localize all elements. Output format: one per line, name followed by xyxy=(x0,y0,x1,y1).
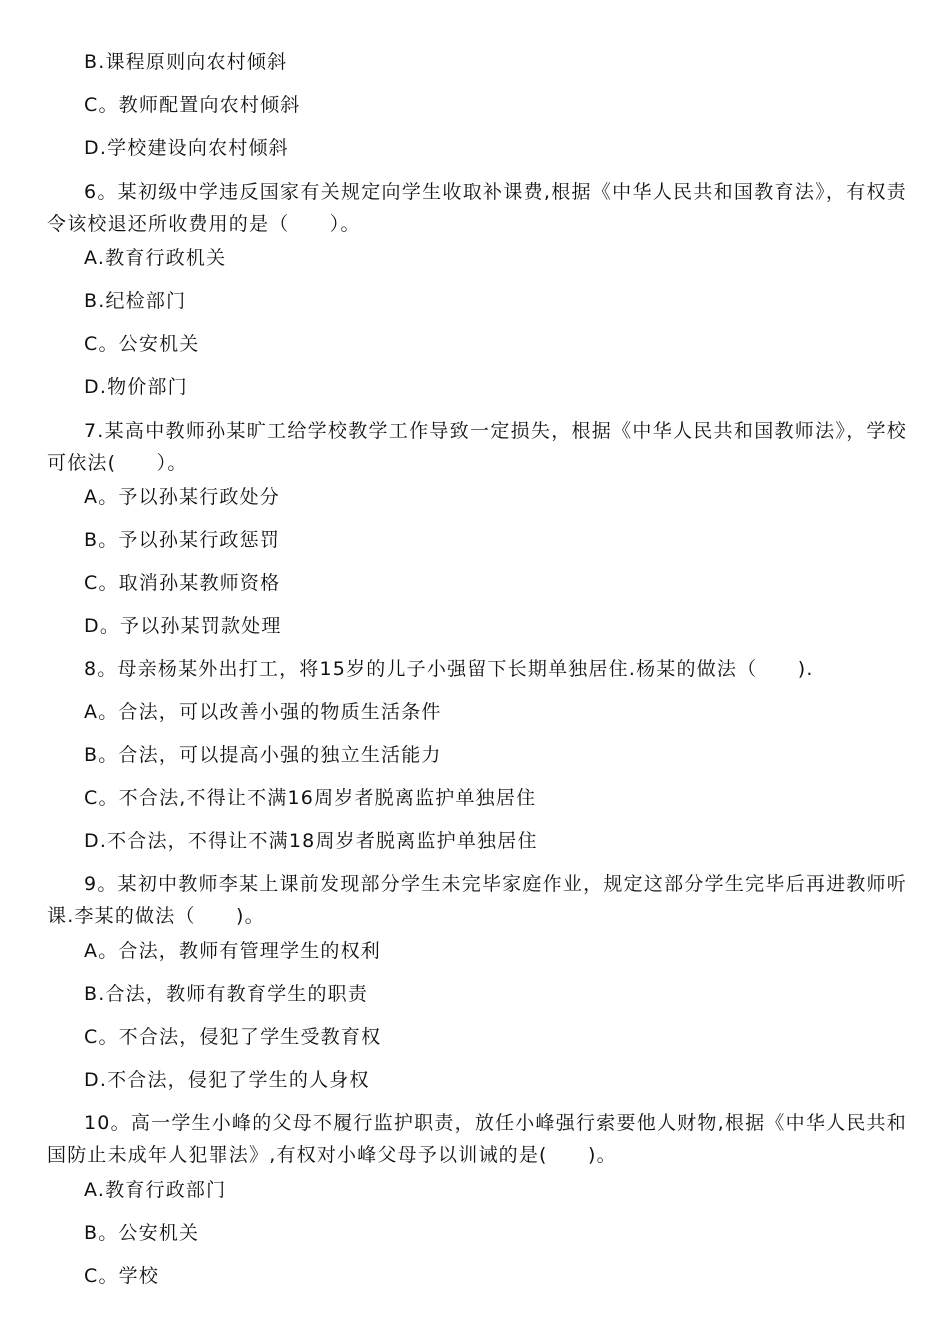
question-6: 6。某初级中学违反国家有关规定向学生收取补课费,根据《中华人民共和国教育法》，有权责令该校退还所收费用的是（ ）。 xyxy=(47,181,907,235)
option-10a: A.教育行政部门 xyxy=(84,1179,227,1201)
question-8: 8。母亲杨某外出打工，将15岁的儿子小强留下长期单独居住.杨某的做法（ ). xyxy=(84,658,814,680)
option-9d: D.不合法，侵犯了学生的人身权 xyxy=(84,1069,370,1091)
option-5c: C。教师配置向农村倾斜 xyxy=(84,94,301,116)
option-8c: C。不合法,不得让不满16周岁者脱离监护单独居住 xyxy=(84,787,537,809)
option-8a: A。合法，可以改善小强的物质生活条件 xyxy=(84,701,442,723)
option-10b: B。公安机关 xyxy=(84,1222,200,1244)
option-6b: B.纪检部门 xyxy=(84,290,187,312)
option-9c: C。不合法，侵犯了学生受教育权 xyxy=(84,1026,382,1048)
option-7c: C。取消孙某教师资格 xyxy=(84,572,281,594)
option-8d: D.不合法，不得让不满18周岁者脱离监护单独居住 xyxy=(84,830,538,852)
option-6d: D.物价部门 xyxy=(84,376,188,398)
question-10: 10。高一学生小峰的父母不履行监护职责，放任小峰强行索要他人财物,根据《中华人民共和国防止未成年人犯罪法》,有权对小峰父母予以训诫的是( )。 xyxy=(47,1112,907,1166)
option-7a: A。予以孙某行政处分 xyxy=(84,486,280,508)
question-9: 9。某初中教师李某上课前发现部分学生未完毕家庭作业，规定这部分学生完毕后再进教师听课.李某的做法（ )。 xyxy=(47,873,907,927)
option-10c: C。学校 xyxy=(84,1265,160,1287)
option-5b: B.课程原则向农村倾斜 xyxy=(84,51,288,73)
option-6c: C。公安机关 xyxy=(84,333,200,355)
option-7b: B。予以孙某行政惩罚 xyxy=(84,529,281,551)
option-7d: D。予以孙某罚款处理 xyxy=(84,615,282,637)
option-9b: B.合法，教师有教育学生的职责 xyxy=(84,983,369,1005)
option-6a: A.教育行政机关 xyxy=(84,247,227,269)
option-8b: B。合法，可以提高小强的独立生活能力 xyxy=(84,744,442,766)
option-5d: D.学校建设向农村倾斜 xyxy=(84,137,289,159)
option-9a: A。合法，教师有管理学生的权利 xyxy=(84,940,381,962)
question-7: 7.某高中教师孙某旷工给学校教学工作导致一定损失，根据《中华人民共和国教师法》，学校可依法( ）。 xyxy=(47,420,907,474)
